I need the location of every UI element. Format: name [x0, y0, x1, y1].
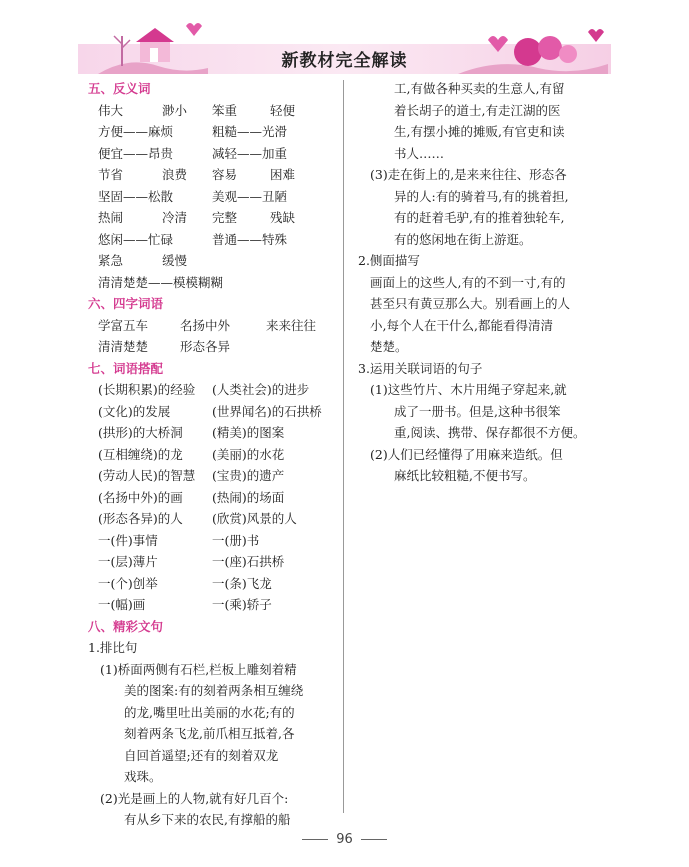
- collocation: (形态各异)的人: [98, 511, 183, 526]
- antonym-row: [88, 164, 338, 186]
- header-title: 新教材完全解读: [281, 51, 408, 71]
- antonym-word: 浪费: [162, 167, 188, 182]
- sentence-line: (2)光是画上的人物,就有好几百个:: [100, 790, 289, 806]
- collocation: (宝贵)的遗产: [212, 468, 285, 483]
- footer-dash-right: [361, 839, 387, 840]
- section-heading-sentences: 八、精彩文句: [88, 618, 164, 634]
- idiom: 来来往往: [266, 317, 317, 333]
- sentence-line: 有的悠闲地在街上游逛。: [394, 231, 532, 247]
- idiom-row: [88, 315, 338, 337]
- item-heading: 3.运用关联词语的句子: [358, 360, 483, 376]
- collocation: 一(层)薄片: [98, 554, 158, 569]
- collocation: 一(座)石拱桥: [212, 554, 285, 569]
- paragraph-line: 甚至只有黄豆那么大。别看画上的人: [370, 296, 571, 311]
- antonym-word: 残缺: [270, 210, 296, 225]
- antonym-word: 伟大: [98, 102, 124, 118]
- antonym-row: [88, 207, 338, 229]
- section-heading-idioms: 六、四字词语: [88, 296, 164, 311]
- sentence-line: 书人……: [394, 145, 445, 161]
- sentence-line: (3)走在街上的,是来来往往、形态各: [370, 167, 567, 182]
- antonym-row: [88, 229, 338, 251]
- antonym-word: 笨重: [212, 102, 238, 118]
- collocation-row: [88, 465, 338, 487]
- collocation: 一(个)创举: [98, 575, 158, 591]
- paragraph-line: 楚楚。: [370, 339, 408, 354]
- idiom: 形态各异: [180, 339, 231, 354]
- antonym-pair: 普通——特殊: [212, 231, 288, 247]
- antonym-pair: 减轻——加重: [212, 145, 288, 161]
- sentence-line: 刻着两条飞龙,前爪相互抵着,各: [124, 726, 295, 741]
- sentence-line: 异的人:有的骑着马,有的挑着担,: [394, 188, 569, 204]
- sentence-line: 成了一册书。但是,这种书很笨: [394, 403, 561, 419]
- collocation: 一(条)飞龙: [212, 575, 272, 591]
- paragraph-line: 小,每个人在干什么,都能看得清清: [370, 317, 553, 333]
- collocation: (美丽)的水花: [212, 446, 285, 462]
- sentence-line: 美的图案:有的刻着两条相互缠绕: [124, 683, 304, 698]
- collocation: (长期积累)的经验: [98, 382, 196, 397]
- antonym-row: [88, 272, 338, 294]
- collocation-row: [88, 594, 338, 616]
- antonym-word: 完整: [212, 210, 238, 225]
- collocation-row: [88, 573, 338, 595]
- collocation: 一(乘)轿子: [212, 597, 272, 612]
- collocation-row: [88, 422, 338, 444]
- antonym-row: [88, 186, 338, 208]
- antonym-word: 紧急: [98, 253, 124, 268]
- footer-dash-left: [302, 839, 328, 840]
- collocation: (世界闻名)的石拱桥: [212, 403, 322, 419]
- collocation: (劳动人民)的智慧: [98, 468, 196, 483]
- collocation: 一(幅)画: [98, 597, 146, 612]
- item-heading: 2.侧面描写: [358, 253, 420, 268]
- collocation: (互相缠绕)的龙: [98, 446, 183, 462]
- collocation: (文化)的发展: [98, 403, 171, 419]
- collocation-row: [88, 530, 338, 552]
- sentence-line: 重,阅读、携带、保存都很不方便。: [394, 425, 586, 440]
- collocation-row: [88, 487, 338, 509]
- antonym-word: 困难: [270, 167, 296, 182]
- collocation-row: [88, 551, 338, 573]
- antonym-pair: 清清楚楚——模模糊糊: [98, 274, 224, 290]
- collocation-row: [88, 379, 338, 401]
- antonym-row: [88, 100, 338, 122]
- sentence-line: 戏珠。: [124, 769, 162, 784]
- antonym-word: 冷清: [162, 210, 188, 225]
- section-heading-collocations: 七、词语搭配: [88, 360, 164, 376]
- antonym-pair: 粗糙——光滑: [212, 124, 288, 139]
- sentence-line: 工,有做各种买卖的生意人,有留: [394, 81, 565, 96]
- antonym-word: 缓慢: [162, 253, 188, 268]
- sentence-line: (2)人们已经懂得了用麻来造纸。但: [370, 446, 563, 462]
- collocation: 一(册)书: [212, 532, 260, 548]
- collocation: (精美)的图案: [212, 425, 285, 440]
- collocation: (拱形)的大桥洞: [98, 425, 183, 440]
- antonym-pair: 悠闲——忙碌: [98, 231, 174, 247]
- antonym-row: [88, 143, 338, 165]
- idiom-row: [88, 336, 338, 358]
- sentence-line: 的龙,嘴里吐出美丽的水花;有的: [124, 704, 295, 720]
- idiom: 名扬中外: [180, 317, 231, 333]
- left-column: [88, 78, 338, 831]
- collocation: (名扬中外)的画: [98, 489, 183, 505]
- collocation: (欣赏)风景的人: [212, 511, 297, 526]
- antonym-pair: 坚固——松散: [98, 188, 174, 204]
- section-heading-antonyms: 五、反义词: [88, 81, 151, 96]
- collocation: 一(件)事情: [98, 532, 158, 548]
- collocation: (人类社会)的进步: [212, 382, 310, 397]
- collocation-row: [88, 401, 338, 423]
- antonym-row: [88, 250, 338, 272]
- antonym-pair: 方便——麻烦: [98, 124, 174, 139]
- sentence-line: 有从乡下来的农民,有撑船的船: [124, 812, 291, 827]
- antonym-word: 渺小: [162, 102, 188, 118]
- collocation: (热闹)的场面: [212, 489, 285, 505]
- antonym-pair: 美观——丑陋: [212, 188, 288, 204]
- idiom: 清清楚楚: [98, 339, 149, 354]
- page-footer: [0, 832, 689, 847]
- sentence-line: (1)这些竹片、木片用绳子穿起来,就: [370, 382, 567, 397]
- collocation-row: [88, 508, 338, 530]
- sentence-line: 自回首遥望;还有的刻着双龙: [124, 747, 279, 763]
- antonym-word: 节省: [98, 167, 124, 182]
- collocation-row: [88, 444, 338, 466]
- sentence-line: 麻纸比较粗糙,不便书写。: [394, 468, 536, 483]
- column-divider: [343, 80, 344, 813]
- antonym-row: [88, 121, 338, 143]
- sentence-line: 有的赶着毛驴,有的推着独轮车,: [394, 210, 565, 225]
- antonym-word: 热闹: [98, 210, 124, 225]
- antonym-word: 轻便: [270, 102, 296, 118]
- sentence-line: 着长胡子的道士,有走江湖的医: [394, 102, 561, 118]
- right-column: [358, 78, 613, 487]
- item-heading: 1.排比句: [88, 640, 138, 655]
- page-number: 96: [336, 832, 353, 847]
- antonym-word: 容易: [212, 167, 238, 182]
- sentence-line: 生,有摆小摊的摊贩,有官吏和读: [394, 124, 565, 139]
- antonym-pair: 便宜——昂贵: [98, 145, 174, 161]
- idiom: 学富五车: [98, 317, 149, 333]
- sentence-line: (1)桥面两侧有石栏,栏板上雕刻着精: [100, 661, 297, 677]
- paragraph-line: 画面上的这些人,有的不到一寸,有的: [370, 274, 566, 290]
- page-header: [78, 18, 611, 74]
